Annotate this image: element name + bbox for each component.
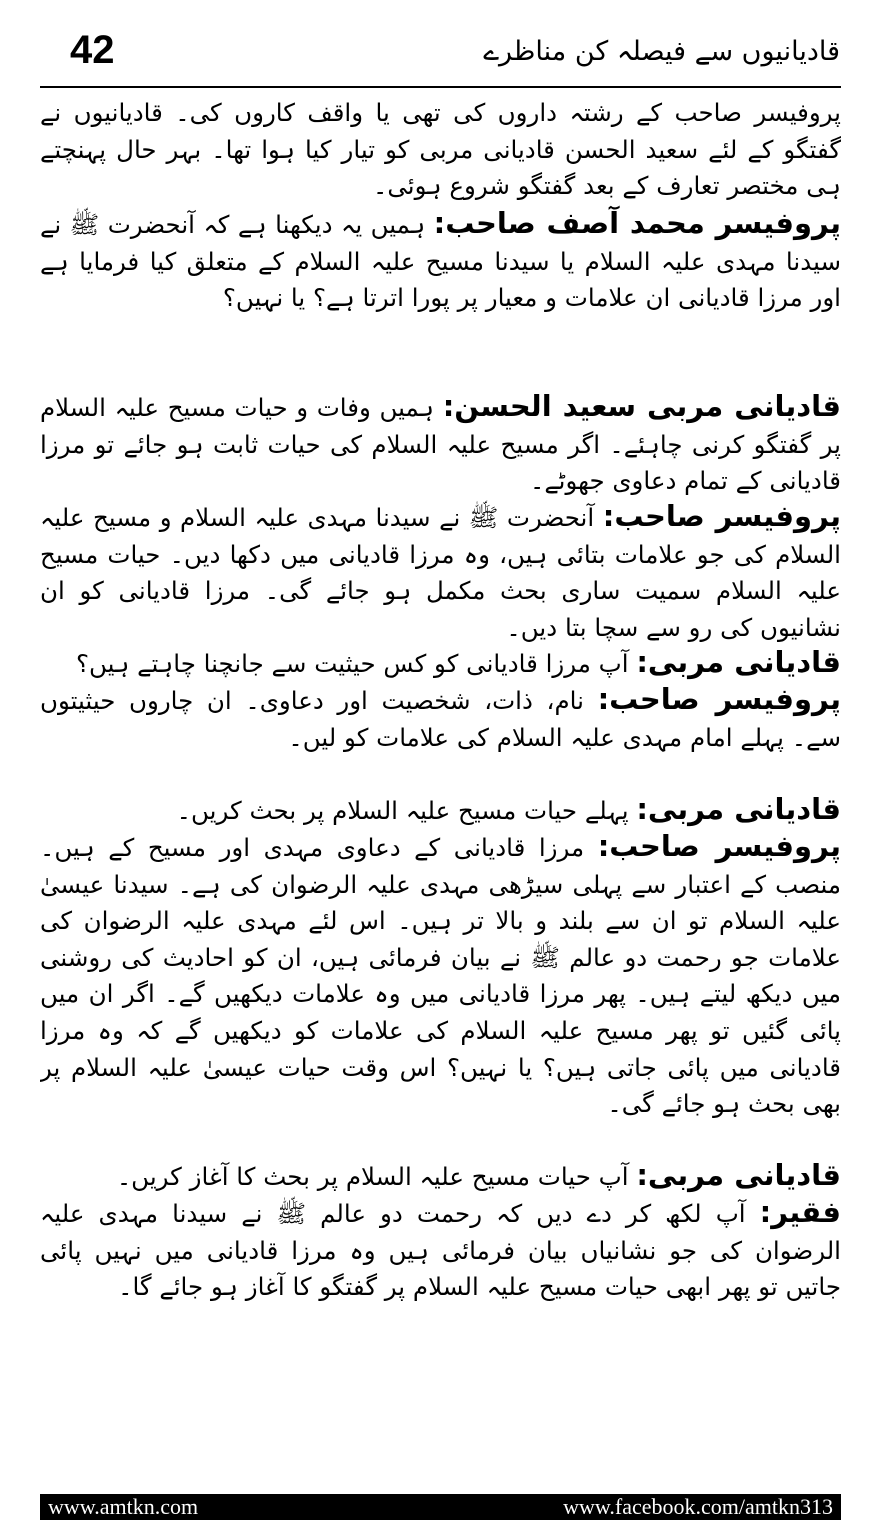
footer-bar [40,1494,841,1520]
page-header [40,12,840,87]
paragraph-dialogue [40,1157,841,1194]
paragraph-text: آپ لکھ کر دے دیں کہ رحمت دو عالم ﷺ نے سیدنا مہدی علیہ الرضوان کی جو نشانیاں بیان فرمائی ہیں وہ مرزا قادیانی میں نہیں پائی جاتیں تو پھر ابھی حیات مسیح علیہ السلام پر گفتگو کا آغاز ہو جائے گا۔ [40,1199,841,1302]
speaker-name: پروفیسر صاحب: [602,499,841,533]
paragraph-text: آپ حیات مسیح علیہ السلام پر بحث کا آغاز کریں۔ [116,1162,629,1191]
footer-facebook-link[interactable]: www.facebook.com/amtkn313 [563,1494,833,1519]
paragraph-dialogue [40,498,841,644]
paragraph-text: ہمیں وفات و حیات مسیح علیہ السلام پر گفتگو کرنی چاہئے۔ اگر مسیح علیہ السلام کی حیات ثابت ہو جائے تو مرزا قادیانی کے تمام دعاوی جھوٹے۔ [40,393,841,496]
paragraph-text: آپ مرزا قادیانی کو کس حیثیت سے جانچنا چاہتے ہیں؟ [75,649,629,678]
paragraph-dialogue [40,1194,841,1340]
paragraph-dialogue [40,644,841,681]
paragraph-dialogue [40,791,841,828]
paragraph-text: آنحضرت ﷺ نے سیدنا مہدی علیہ السلام و مسیح علیہ السلام کی جو علامات بتائی ہیں، وہ مرزا قادیانی میں دکھا دیں۔ حیات مسیح علیہ السلام سمیت ساری بحث مکمل ہو جائے گی۔ مرزا قادیانی کو ان نشانیوں کی رو سے سچا بتا دیں۔ [40,503,841,642]
paragraph-text: پہلے حیات مسیح علیہ السلام پر بحث کریں۔ [176,796,629,825]
header-rule [40,86,841,88]
paragraph-text: نام، ذات، شخصیت اور دعاوی۔ ان چاروں حیثیتوں سے۔ پہلے امام مہدی علیہ السلام کی علامات کو لیں۔ [40,686,841,752]
body-text [40,95,841,1340]
speaker-name: فقیر: [759,1195,841,1229]
paragraph-dialogue [40,388,841,498]
paragraph-intro [40,95,841,205]
paragraph-dialogue [40,828,841,1157]
paragraph-text: مرزا قادیانی کے دعاوی مہدی اور مسیح کے ہیں۔ منصب کے اعتبار سے پہلی سیڑھی مہدی علیہ الرضوان کی ہے۔ سیدنا عیسیٰ علیہ السلام تو ان سے بلند و بالا تر ہیں۔ اس لئے مہدی علیہ الرضوان کی علامات جو رحمت دو عالم ﷺ نے بیان فرمائی ہیں، ان کو احادیث کی روشنی میں دیکھ لیتے ہیں۔ پھر مرزا قادیانی میں وہ علامات دیکھیں گے۔ اگر ان میں پائی گئیں تو پھر مسیح علیہ السلام کی علامات کو دیکھیں گے کہ وہ مرزا قادیانی میں پائی جاتی ہیں؟ یا نہیں؟ اس وقت حیات عیسیٰ علیہ السلام پر بھی بحث ہو جائے گی۔ [40,833,841,1119]
speaker-name: قادیانی مربی سعید الحسن: [442,389,841,423]
book-title: قادیانیوں سے فیصلہ کن مناظرے [483,36,840,67]
footer-website-link[interactable]: www.amtkn.com [48,1494,199,1519]
speaker-name: پروفیسر محمد آصف صاحب: [433,206,841,240]
paragraph-dialogue [40,205,841,388]
speaker-name: پروفیسر صاحب: [597,682,841,716]
paragraph-text: پروفیسر صاحب کے رشتہ داروں کی تھی یا واقف کاروں کی۔ قادیانیوں نے گفتگو کے لئے سعید الحسن قادیانی مربی کو تیار کیا ہوا تھا۔ بہر حال پہنچتے ہی مختصر تعارف کے بعد گفتگو شروع ہوئی۔ [40,98,841,201]
speaker-name: پروفیسر صاحب: [597,829,841,863]
speaker-name: قادیانی مربی: [636,645,841,679]
page-number: 42 [70,28,115,72]
paragraph-text: ہمیں یہ دیکھنا ہے کہ آنحضرت ﷺ نے سیدنا مہدی علیہ السلام یا سیدنا مسیح علیہ السلام کے متعلق کیا فرمایا ہے اور مرزا قادیانی ان علامات و معیار پر پورا اترتا ہے؟ یا نہیں؟ [40,210,841,313]
speaker-name: قادیانی مربی: [636,792,841,826]
paragraph-dialogue [40,681,841,791]
speaker-name: قادیانی مربی: [636,1158,841,1192]
